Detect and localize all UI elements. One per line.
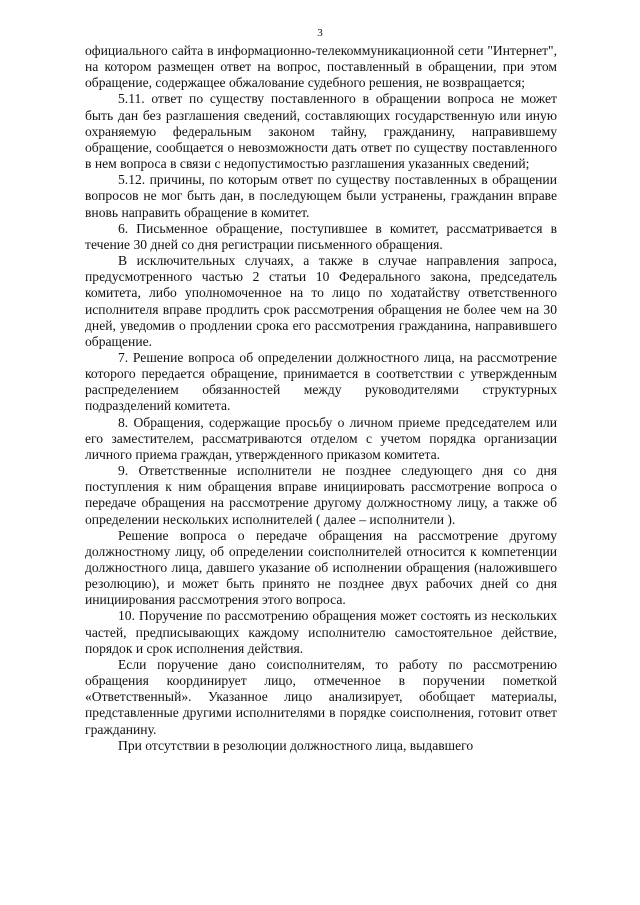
paragraph: 5.12. причины, по которым ответ по существу поставленных в обращении вопросов не мог быть дан, в последующем были устранены, гражданин вправе вновь направить обращение в комитет.: [85, 172, 557, 220]
paragraph: 9. Ответственные исполнители не позднее следующего дня со дня поступления к ним обращения вправе инициировать рассмотрение вопроса о передаче обращения на рассмотрение другому должностному лицу, а также об определении нескольких исполнителей ( далее – исполнители ).: [85, 463, 557, 527]
paragraph: официального сайта в информационно-телекоммуникационной сети "Интернет", на котором размещен ответ на вопрос, поставленный в обращении, при этом обращение, содержащее обжалование судебного решения, не возвращается;: [85, 43, 557, 91]
page-number: 3: [317, 27, 323, 39]
paragraph: В исключительных случаях, а также в случае направления запроса, предусмотренного частью 2 статьи 10 Федерального закона, председатель комитета, либо уполномоченное на то лицо по ходатайству ответственного исполнителя вправе продлить срок рассмотрения обращения не более чем на 30 дней, уведомив о продлении срока его рассмотрения гражданина, направившего обращение.: [85, 253, 557, 349]
paragraph: Решение вопроса о передаче обращения на рассмотрение другому должностному лицу, об определении соисполнителей относится к компетенции должностного лица, давшего указание об исполнении обращения (наложившего резолюцию), и может быть принято не позднее двух рабочих дней со дня инициирования рассмотрения этого вопроса.: [85, 527, 557, 608]
document-body: [85, 43, 557, 754]
paragraph: 8. Обращения, содержащие просьбу о личном приеме председателем или его заместителем, рассматриваются отделом с учетом порядка организации личного приема граждан, утвержденного приказом комитета.: [85, 414, 557, 462]
paragraph: Если поручение дано соисполнителям, то работу по рассмотрению обращения координирует лицо, отмеченное в поручении пометкой «Ответственный». Указанное лицо анализирует, обобщает материалы, представленные другими исполнителями в порядке соисполнения, готовит ответ гражданину.: [85, 656, 557, 737]
paragraph: При отсутствии в резолюции должностного лица, выдавшего: [118, 737, 474, 753]
paragraph: 10. Поручение по рассмотрению обращения может состоять из нескольких частей, предписывающих каждому исполнителю самостоятельное действие, порядок и срок исполнения действия.: [85, 608, 557, 656]
paragraph: 6. Письменное обращение, поступившее в комитет, рассматривается в течение 30 дней со дня регистрации письменного обращения.: [85, 220, 557, 252]
paragraph: 5.11. ответ по существу поставленного в обращении вопроса не может быть дан без разглашения сведений, составляющих государственную или иную охраняемую федеральным законом тайну, гражданину, направившему обращение, сообщается о невозможности дать ответ по существу поставленного в нем вопроса в связи с недопустимостью разглашения указанных сведений;: [85, 91, 557, 172]
paragraph: 7. Решение вопроса об определении должностного лица, на рассмотрение которого передается обращение, принимается в соответствии с утвержденным распределением обязанностей между руководителями структурных подразделений комитета.: [85, 349, 557, 414]
